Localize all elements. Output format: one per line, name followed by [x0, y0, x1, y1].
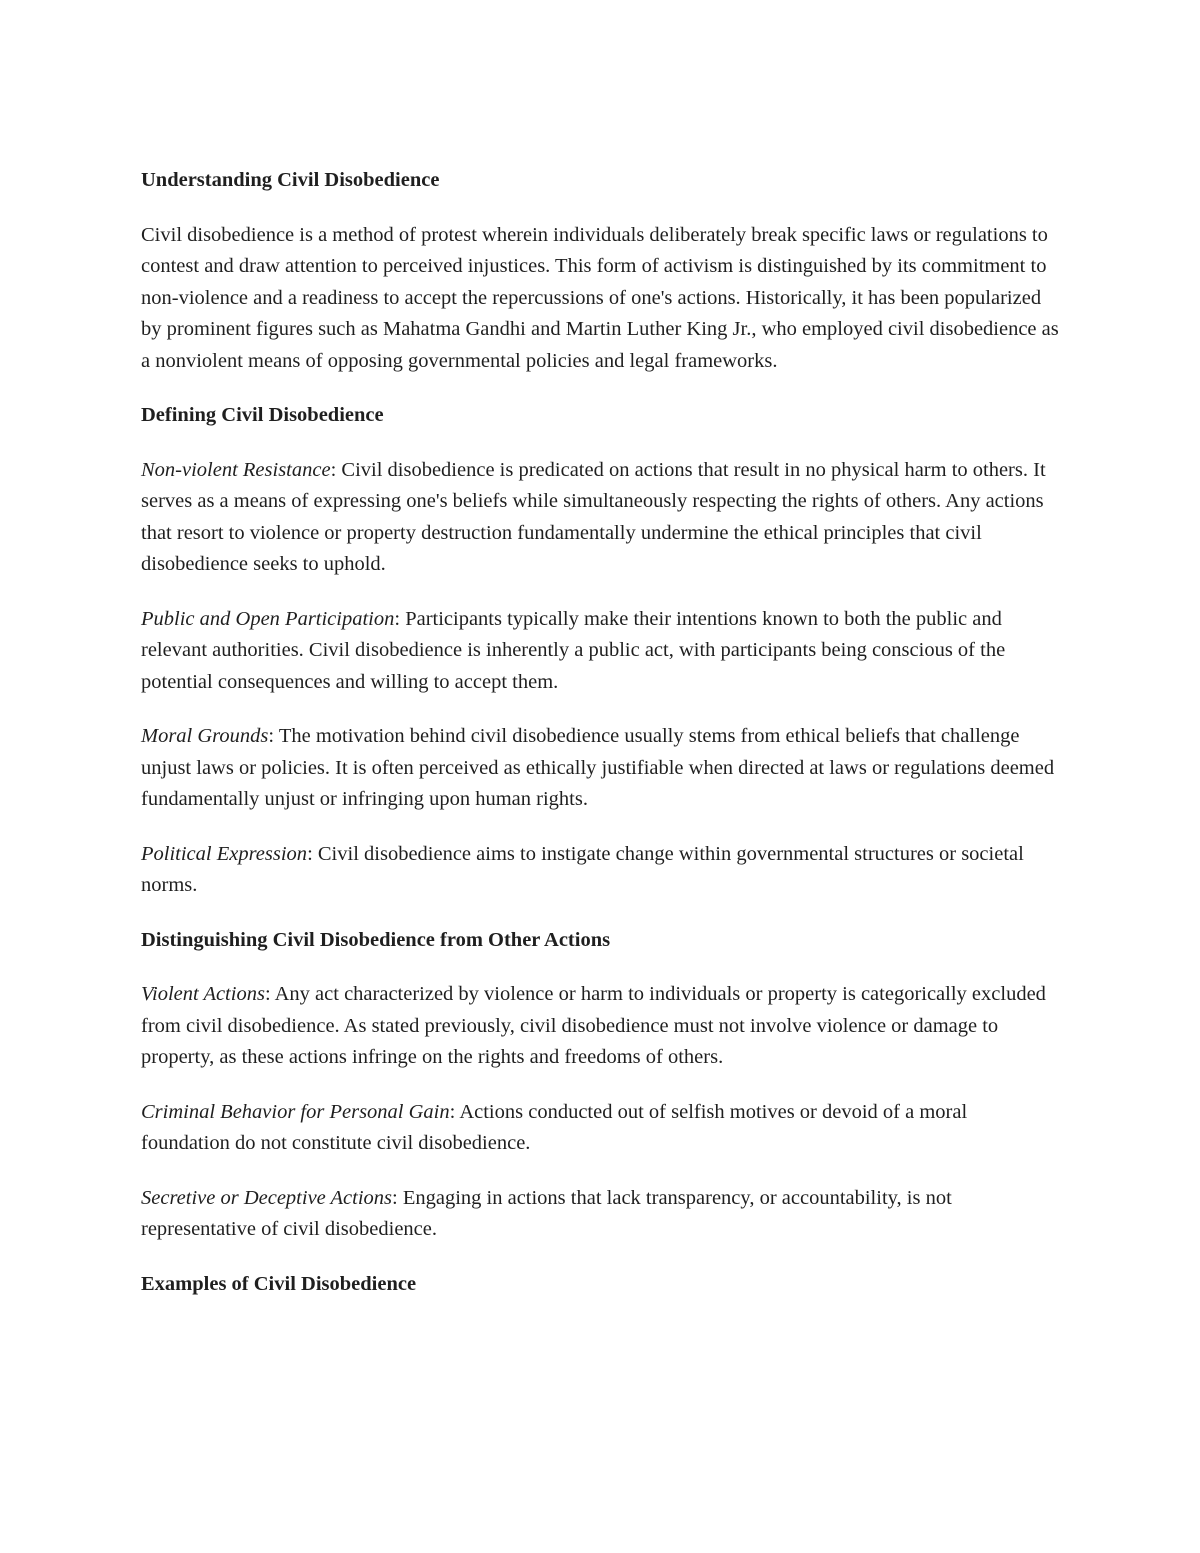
definition-text: : Engaging in actions that lack transparency, or accountability, is not representative of civil disobedience.: [141, 1186, 952, 1240]
definition-paragraph: [141, 1097, 1061, 1160]
definition-term: Moral Grounds: [141, 725, 269, 747]
definition-term: Political Expression: [141, 842, 308, 865]
section-heading: Distinguishing Civil Disobedience from Other Actions: [141, 928, 611, 951]
definition-paragraph: [141, 455, 1061, 581]
section-distinguishing: [141, 925, 1061, 1246]
definition-text: : Civil disobedience is predicated on actions that result in no physical harm to others. It serves as a means of expressing one's beliefs while simultaneously respecting the rights of others. Any actions that resort to violence or property destruction fundamentally undermine the ethical principles that civil disobedience seeks to uphold.: [141, 458, 1046, 575]
definition-term: Secretive or Deceptive Actions: [141, 1186, 393, 1209]
paragraph-text: Civil disobedience is a method of protest wherein individuals deliberately break specific laws or regulations to contest and draw attention to perceived injustices. This form of activism is distinguished by its commitment to non-violence and a readiness to accept the repercussions of one's actions. Historically, it has been popularized by prominent figures such as Mahatma Gandhi and Martin Luther King Jr., who employed civil disobedience as a nonviolent means of opposing governmental policies and legal frameworks.: [141, 223, 1059, 372]
definition-text: : Participants typically make their intentions known to both the public and relevant authorities. Civil disobedience is inherently a public act, with participants being conscious of the potential consequences and willing to accept them.: [141, 607, 1006, 693]
section-heading: Understanding Civil Disobedience: [141, 169, 440, 191]
definition-term: Non-violent Resistance: [141, 458, 331, 481]
definition-term: Violent Actions: [141, 983, 265, 1005]
section-understanding: [141, 165, 1061, 377]
definition-text: : Civil disobedience aims to instigate change within governmental structures or societal norms.: [141, 842, 1024, 896]
definition-text: : The motivation behind civil disobedience usually stems from ethical beliefs that challenge unjust laws or policies. It is often perceived as ethically justifiable when directed at laws or regulations deemed fundamentally unjust or infringing upon human rights.: [141, 725, 1055, 810]
definition-text: : Actions conducted out of selfish motives or devoid of a moral foundation do not constitute civil disobedience.: [141, 1100, 968, 1154]
body-paragraph: [141, 220, 1061, 378]
section-defining: [141, 400, 1061, 902]
definition-paragraph: [141, 1183, 1061, 1246]
document-page: [141, 165, 1061, 1323]
definition-paragraph: [141, 979, 1061, 1074]
section-examples: [141, 1269, 1061, 1301]
definition-text: : Any act characterized by violence or harm to individuals or property is categorically excluded from civil disobedience. As stated previously, civil disobedience must not involve violence or damage to property, as these actions infringe on the rights and freedoms of others.: [141, 983, 1046, 1068]
definition-paragraph: [141, 839, 1061, 902]
section-heading: Defining Civil Disobedience: [141, 404, 384, 426]
definition-term: Public and Open Participation: [141, 607, 395, 630]
definition-term: Criminal Behavior for Personal Gain: [141, 1100, 450, 1123]
definition-paragraph: [141, 604, 1061, 699]
definition-paragraph: [141, 721, 1061, 816]
section-heading: Examples of Civil Disobedience: [141, 1272, 417, 1295]
